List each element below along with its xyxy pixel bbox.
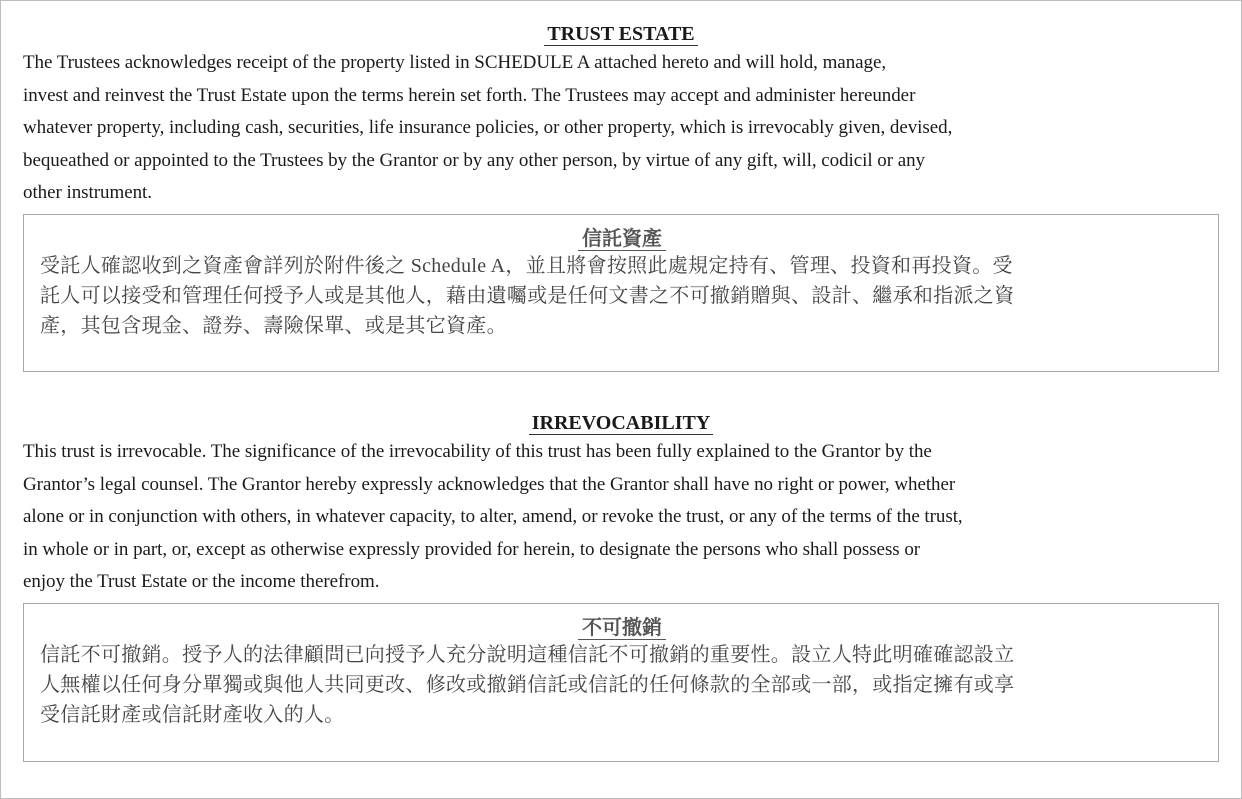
section-body: [23, 47, 1223, 210]
translation-line: 產，其包含現金、證券、壽險保單、或是其它資產。: [40, 314, 507, 337]
translation-line: 託人可以接受和管理任何授予人或是其他人，藉由遺囑或是任何文書之不可撤銷贈與、設計、繼承和指派之資: [40, 284, 1015, 307]
section-trust-estate: [23, 21, 1241, 372]
translation-heading: [40, 616, 1204, 640]
body-line: The Trustees acknowledges receipt of the property listed in SCHEDULE A attached hereto and will hold, manage,: [23, 52, 887, 73]
section-heading: [23, 21, 1241, 47]
body-line: This trust is irrevocable. The significance of the irrevocability of this trust has been fully explained to the Grantor by the: [23, 440, 932, 462]
translation-line: 受信託財產或信託財產收入的人。: [40, 703, 345, 726]
translation-line: 人無權以任何身分單獨或與他人共同更改、修改或撤銷信託或信託的任何條款的全部或一部，或指定擁有或享: [40, 673, 1015, 696]
translation-line: 信託不可撤銷。授予人的法律顧問已向授予人充分說明這種信託不可撤銷的重要性。設立人特此明確確認設立: [40, 643, 1015, 666]
translation-heading: [40, 227, 1204, 251]
translation-body: [40, 640, 1204, 730]
translation-body: [40, 251, 1204, 341]
section-title: TRUST ESTATE: [544, 23, 697, 46]
body-line: invest and reinvest the Trust Estate upon the terms herein set forth. The Trustees may accept and administer hereunder: [23, 84, 916, 106]
section-title: IRREVOCABILITY: [529, 412, 714, 435]
section-body: [23, 436, 1223, 599]
translation-title: 信託資產: [578, 228, 666, 251]
translation-box: [23, 603, 1219, 762]
body-line: other instrument.: [23, 182, 152, 204]
body-line: enjoy the Trust Estate or the income therefrom.: [23, 571, 380, 593]
body-line: bequeathed or appointed to the Trustees by the Grantor or by any other person, by virtue of any gift, will, codicil or any: [23, 149, 925, 171]
translation-title: 不可撤銷: [578, 617, 666, 640]
body-line: Grantor’s legal counsel. The Grantor hereby expressly acknowledges that the Grantor shall have no right or power, whether: [23, 473, 956, 495]
body-line: alone or in conjunction with others, in whatever capacity, to alter, amend, or revoke the trust, or any of the terms of the trust,: [23, 506, 963, 528]
translation-line: 受託人確認收到之資產會詳列於附件後之 Schedule A，並且將會按照此處規定持有、管理、投資和再投資。受: [40, 254, 1013, 277]
body-line: whatever property, including cash, securities, life insurance policies, or other property, which is irrevocably given, devised,: [23, 117, 953, 139]
section-irrevocability: [23, 410, 1241, 762]
body-line: in whole or in part, or, except as otherwise expressly provided for herein, to designate the persons who shall possess or: [23, 538, 921, 560]
section-heading: [23, 410, 1241, 436]
translation-box: [23, 214, 1219, 372]
